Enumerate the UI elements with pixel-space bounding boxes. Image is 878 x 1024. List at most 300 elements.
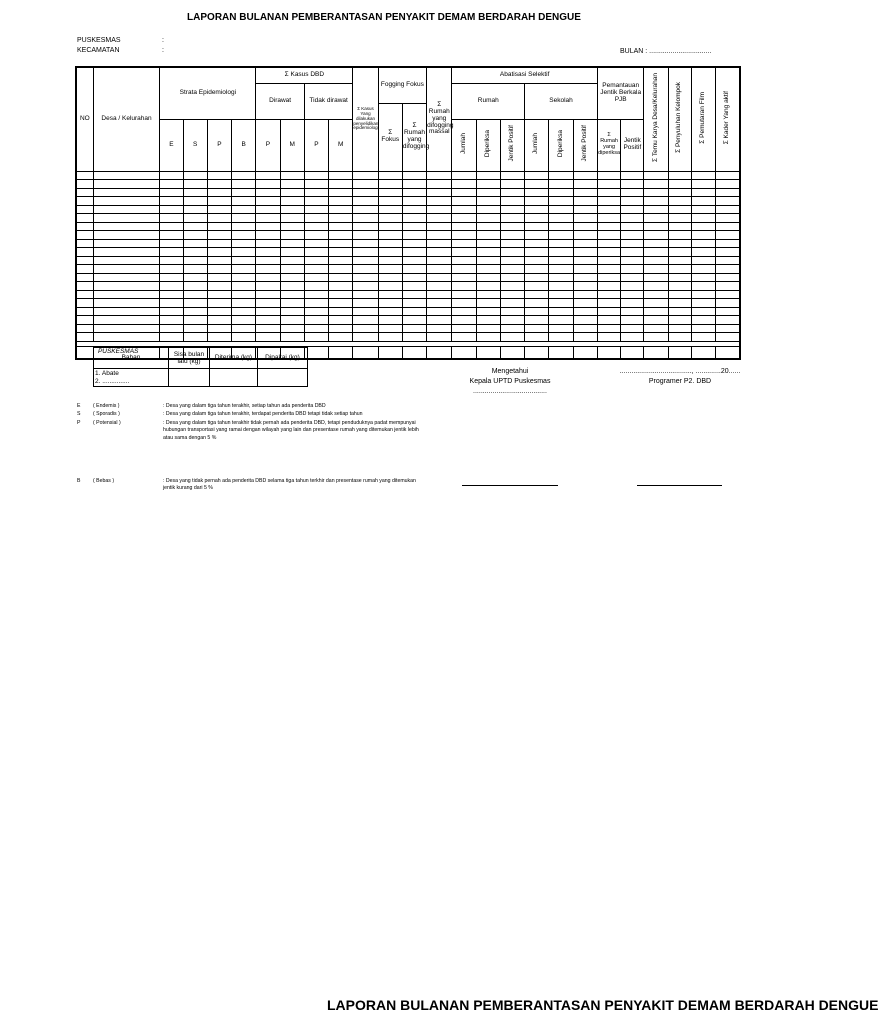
table-cell xyxy=(549,324,573,333)
table-cell xyxy=(256,316,280,325)
table-cell xyxy=(549,299,573,308)
table-cell xyxy=(427,273,452,282)
bahan-cell xyxy=(258,369,308,387)
table-cell xyxy=(160,324,183,333)
table-cell xyxy=(549,290,573,299)
table-cell xyxy=(668,188,691,197)
table-cell xyxy=(573,316,597,325)
programer-label: Programer P2. DBD xyxy=(648,378,712,385)
table-cell xyxy=(621,180,644,189)
table-cell xyxy=(644,265,668,274)
table-cell xyxy=(232,333,256,342)
header-rumah-jentik-positif: Jentik Positif xyxy=(500,119,524,171)
table-cell xyxy=(93,256,160,265)
table-cell xyxy=(256,188,280,197)
table-cell xyxy=(256,273,280,282)
table-cell xyxy=(160,248,183,257)
table-cell xyxy=(427,188,452,197)
table-cell xyxy=(644,256,668,265)
puskesmas-cell xyxy=(621,346,644,359)
header-tidak-dirawat-m: M xyxy=(329,119,353,171)
table-cell xyxy=(402,333,426,342)
table-cell xyxy=(476,316,500,325)
table-cell xyxy=(76,316,93,325)
table-cell xyxy=(549,231,573,240)
table-cell xyxy=(280,256,304,265)
puskesmas-cell xyxy=(668,346,691,359)
table-cell xyxy=(378,316,402,325)
table-cell xyxy=(597,324,620,333)
table-cell xyxy=(353,316,378,325)
table-cell xyxy=(93,214,160,223)
puskesmas-cell xyxy=(427,346,452,359)
table-cell xyxy=(597,188,620,197)
table-cell xyxy=(427,324,452,333)
table-cell xyxy=(378,205,402,214)
table-cell xyxy=(304,188,328,197)
table-cell xyxy=(76,171,93,180)
table-cell xyxy=(621,256,644,265)
table-cell xyxy=(597,282,620,291)
table-cell xyxy=(353,239,378,248)
table-cell xyxy=(183,299,207,308)
table-cell xyxy=(691,290,715,299)
table-cell xyxy=(500,299,524,308)
table-cell xyxy=(668,299,691,308)
table-cell xyxy=(549,239,573,248)
table-cell xyxy=(525,333,549,342)
table-cell xyxy=(644,248,668,257)
header-penyuluhan: Σ Penyuluhan Kelompok xyxy=(668,67,691,171)
header-abatisasi: Abatisasi Selektif xyxy=(452,67,598,83)
table-cell xyxy=(452,307,476,316)
table-cell xyxy=(668,307,691,316)
diterima-header: Diterima (kg) xyxy=(210,348,258,369)
table-cell xyxy=(427,205,452,214)
puskesmas-cell xyxy=(525,346,549,359)
table-cell xyxy=(183,316,207,325)
table-cell xyxy=(716,197,740,206)
bahan-cell xyxy=(169,369,210,387)
table-cell xyxy=(280,273,304,282)
table-cell xyxy=(476,265,500,274)
table-cell xyxy=(207,273,231,282)
table-cell xyxy=(427,256,452,265)
table-row xyxy=(76,299,740,308)
table-row xyxy=(76,256,740,265)
table-cell xyxy=(476,205,500,214)
header-sekolah: Sekolah xyxy=(525,83,598,119)
report-table xyxy=(75,66,741,360)
table-row xyxy=(76,290,740,299)
date-line: ....................................., .............20...... xyxy=(619,368,741,375)
table-cell xyxy=(329,256,353,265)
table-cell xyxy=(207,188,231,197)
table-cell xyxy=(329,231,353,240)
table-cell xyxy=(160,273,183,282)
table-cell xyxy=(329,307,353,316)
table-cell xyxy=(452,282,476,291)
table-cell xyxy=(500,333,524,342)
header-rumah-diperiksa-pjb: Σ Rumah yang diperiksa xyxy=(597,119,620,171)
table-cell xyxy=(427,180,452,189)
table-cell xyxy=(353,222,378,231)
table-row xyxy=(76,307,740,316)
table-cell xyxy=(691,180,715,189)
table-cell xyxy=(207,205,231,214)
table-cell xyxy=(668,290,691,299)
header-kasus-dilakukan: Σ Kasus Yang dilakukan penyelidikan epidemiologi xyxy=(353,67,378,171)
table-cell xyxy=(232,188,256,197)
table-cell xyxy=(256,265,280,274)
table-cell xyxy=(280,222,304,231)
table-cell xyxy=(452,299,476,308)
table-cell xyxy=(476,188,500,197)
table-cell xyxy=(76,324,93,333)
table-cell xyxy=(304,282,328,291)
legend-text-b: : Desa yang tidak pernah ada penderita DBD selama tiga tahun terkhir dan presentase rumah yang ditemukan jentik kurang dari 5 % xyxy=(163,478,416,492)
table-cell xyxy=(549,316,573,325)
table-cell xyxy=(573,324,597,333)
table-cell xyxy=(304,299,328,308)
table-cell xyxy=(183,239,207,248)
table-cell xyxy=(644,290,668,299)
table-cell xyxy=(378,333,402,342)
header-sigma-fokus: Σ Fokus xyxy=(378,103,402,171)
table-cell xyxy=(232,273,256,282)
table-cell xyxy=(378,188,402,197)
table-cell xyxy=(160,171,183,180)
table-cell xyxy=(597,273,620,282)
kecamatan-colon: : xyxy=(162,47,164,54)
table-cell xyxy=(573,256,597,265)
table-cell xyxy=(183,222,207,231)
table-cell xyxy=(93,299,160,308)
table-cell xyxy=(525,265,549,274)
table-cell xyxy=(525,248,549,257)
table-cell xyxy=(280,333,304,342)
table-cell xyxy=(621,171,644,180)
table-cell xyxy=(402,188,426,197)
table-cell xyxy=(76,273,93,282)
table-cell xyxy=(597,256,620,265)
table-cell xyxy=(691,273,715,282)
puskesmas-cell xyxy=(452,346,476,359)
table-cell xyxy=(93,231,160,240)
table-cell xyxy=(160,333,183,342)
table-cell xyxy=(76,205,93,214)
table-cell xyxy=(256,256,280,265)
table-cell xyxy=(207,180,231,189)
table-cell xyxy=(183,256,207,265)
header-strata-e: E xyxy=(160,119,183,171)
header-rumah-difogging: Σ Rumah yang difogging xyxy=(402,103,426,171)
table-cell xyxy=(716,324,740,333)
table-row xyxy=(76,231,740,240)
table-cell xyxy=(160,239,183,248)
table-cell xyxy=(378,231,402,240)
table-cell xyxy=(93,171,160,180)
puskesmas-cell xyxy=(716,346,740,359)
table-cell xyxy=(525,188,549,197)
table-cell xyxy=(232,290,256,299)
table-cell xyxy=(207,290,231,299)
table-cell xyxy=(160,205,183,214)
puskesmas-cell xyxy=(573,346,597,359)
table-cell xyxy=(378,324,402,333)
table-cell xyxy=(452,222,476,231)
table-cell xyxy=(378,214,402,223)
table-cell xyxy=(573,248,597,257)
table-row xyxy=(76,197,740,206)
table-cell xyxy=(76,239,93,248)
table-cell xyxy=(353,324,378,333)
table-cell xyxy=(93,248,160,257)
table-cell xyxy=(427,265,452,274)
table-cell xyxy=(207,214,231,223)
table-cell xyxy=(160,222,183,231)
table-cell xyxy=(668,180,691,189)
table-cell xyxy=(353,290,378,299)
table-cell xyxy=(183,171,207,180)
table-cell xyxy=(716,290,740,299)
table-cell xyxy=(329,171,353,180)
table-cell xyxy=(256,248,280,257)
legend-name-p: ( Potensial ) xyxy=(93,420,121,426)
table-cell xyxy=(476,197,500,206)
table-cell xyxy=(183,265,207,274)
table-cell xyxy=(500,307,524,316)
table-cell xyxy=(329,180,353,189)
table-cell xyxy=(402,307,426,316)
table-cell xyxy=(304,290,328,299)
table-cell xyxy=(280,239,304,248)
table-cell xyxy=(207,265,231,274)
table-cell xyxy=(525,316,549,325)
table-cell xyxy=(476,239,500,248)
table-cell xyxy=(427,307,452,316)
table-cell xyxy=(232,171,256,180)
table-cell xyxy=(304,239,328,248)
signature-line-kepala xyxy=(462,485,558,486)
puskesmas-cell xyxy=(402,346,426,359)
table-cell xyxy=(402,248,426,257)
table-row xyxy=(76,205,740,214)
legend-name-e: ( Endemis ) xyxy=(93,403,120,409)
table-cell xyxy=(476,231,500,240)
table-row xyxy=(76,239,740,248)
table-cell xyxy=(427,316,452,325)
table-cell xyxy=(160,282,183,291)
table-cell xyxy=(183,231,207,240)
mengetahui-label: Mengetahui xyxy=(491,368,529,375)
table-cell xyxy=(353,205,378,214)
bottom-page-title: LAPORAN BULANAN PEMBERANTASAN PENYAKIT DEMAM BERDARAH DENGUE xyxy=(327,997,878,1013)
header-kasus-dbd: Σ Kasus DBD xyxy=(256,67,353,83)
table-cell xyxy=(304,214,328,223)
table-cell xyxy=(93,239,160,248)
table-cell xyxy=(525,290,549,299)
table-cell xyxy=(93,222,160,231)
table-cell xyxy=(378,290,402,299)
table-cell xyxy=(76,307,93,316)
table-cell xyxy=(691,248,715,257)
puskesmas-label: PUSKESMAS xyxy=(77,37,121,44)
legend-code-e: E xyxy=(77,403,81,409)
table-cell xyxy=(183,307,207,316)
table-cell xyxy=(256,231,280,240)
table-cell xyxy=(329,205,353,214)
table-cell xyxy=(427,197,452,206)
table-cell xyxy=(549,188,573,197)
table-cell xyxy=(691,231,715,240)
table-cell xyxy=(500,324,524,333)
header-sekolah-diperiksa: Diperiksa xyxy=(549,119,573,171)
table-cell xyxy=(597,290,620,299)
header-desa: Desa / Kelurahan xyxy=(93,67,160,171)
table-cell xyxy=(402,324,426,333)
table-cell xyxy=(207,231,231,240)
puskesmas-cell xyxy=(378,346,402,359)
table-cell xyxy=(232,197,256,206)
table-cell xyxy=(691,197,715,206)
table-cell xyxy=(256,324,280,333)
table-cell xyxy=(304,222,328,231)
table-cell xyxy=(353,214,378,223)
table-cell xyxy=(378,273,402,282)
table-cell xyxy=(573,197,597,206)
table-cell xyxy=(597,265,620,274)
table-cell xyxy=(93,324,160,333)
table-cell xyxy=(525,307,549,316)
table-cell xyxy=(621,282,644,291)
table-cell xyxy=(353,188,378,197)
table-cell xyxy=(232,239,256,248)
table-cell xyxy=(716,273,740,282)
table-cell xyxy=(93,188,160,197)
table-cell xyxy=(549,222,573,231)
table-cell xyxy=(716,307,740,316)
table-cell xyxy=(668,171,691,180)
table-cell xyxy=(716,188,740,197)
table-cell xyxy=(452,290,476,299)
table-cell xyxy=(280,205,304,214)
table-cell xyxy=(573,299,597,308)
table-cell xyxy=(207,333,231,342)
table-cell xyxy=(329,324,353,333)
table-cell xyxy=(644,214,668,223)
table-cell xyxy=(304,324,328,333)
table-cell xyxy=(160,214,183,223)
table-cell xyxy=(716,214,740,223)
puskesmas-cell xyxy=(549,346,573,359)
table-cell xyxy=(427,333,452,342)
table-cell xyxy=(644,205,668,214)
table-cell xyxy=(573,180,597,189)
table-cell xyxy=(329,316,353,325)
table-cell xyxy=(597,333,620,342)
table-cell xyxy=(76,188,93,197)
table-cell xyxy=(402,282,426,291)
table-cell xyxy=(280,265,304,274)
table-cell xyxy=(160,290,183,299)
table-cell xyxy=(691,316,715,325)
table-cell xyxy=(525,171,549,180)
table-cell xyxy=(452,316,476,325)
table-cell xyxy=(207,316,231,325)
signature-line-programer xyxy=(637,485,722,486)
header-dirawat-p: P xyxy=(256,119,280,171)
table-cell xyxy=(621,188,644,197)
table-cell xyxy=(207,256,231,265)
table-cell xyxy=(621,231,644,240)
table-cell xyxy=(549,265,573,274)
table-cell xyxy=(716,299,740,308)
table-cell xyxy=(525,256,549,265)
table-cell xyxy=(402,265,426,274)
table-cell xyxy=(597,248,620,257)
table-cell xyxy=(183,324,207,333)
table-cell xyxy=(476,171,500,180)
table-cell xyxy=(329,282,353,291)
table-cell xyxy=(280,282,304,291)
header-no: NO xyxy=(76,67,93,171)
table-cell xyxy=(476,299,500,308)
sisa-header: Sisa bulan lalu (kg) xyxy=(169,348,210,369)
table-cell xyxy=(280,188,304,197)
table-cell xyxy=(500,205,524,214)
table-cell xyxy=(597,316,620,325)
header-sekolah-jentik-positif: Jentik Positif xyxy=(573,119,597,171)
table-cell xyxy=(402,231,426,240)
table-cell xyxy=(183,214,207,223)
table-cell xyxy=(378,197,402,206)
table-cell xyxy=(402,316,426,325)
header-tidak-dirawat: Tidak dirawat xyxy=(304,83,353,119)
table-cell xyxy=(378,248,402,257)
table-cell xyxy=(232,265,256,274)
table-cell xyxy=(691,256,715,265)
table-cell xyxy=(476,180,500,189)
bahan-table xyxy=(93,347,308,387)
table-cell xyxy=(160,307,183,316)
table-cell xyxy=(691,282,715,291)
table-cell xyxy=(93,333,160,342)
table-cell xyxy=(76,180,93,189)
table-cell xyxy=(525,324,549,333)
table-cell xyxy=(668,231,691,240)
table-cell xyxy=(353,299,378,308)
table-cell xyxy=(93,197,160,206)
table-cell xyxy=(378,299,402,308)
puskesmas-cell xyxy=(353,346,378,359)
table-cell xyxy=(621,197,644,206)
table-cell xyxy=(183,188,207,197)
table-cell xyxy=(353,307,378,316)
table-cell xyxy=(183,290,207,299)
kecamatan-label: KECAMATAN xyxy=(77,47,120,54)
table-cell xyxy=(93,273,160,282)
table-cell xyxy=(691,333,715,342)
table-cell xyxy=(402,290,426,299)
table-cell xyxy=(691,222,715,231)
table-cell xyxy=(76,214,93,223)
table-cell xyxy=(476,324,500,333)
header-rumah-jumlah: Jumlah xyxy=(452,119,476,171)
table-cell xyxy=(378,265,402,274)
table-cell xyxy=(183,248,207,257)
table-cell xyxy=(232,316,256,325)
